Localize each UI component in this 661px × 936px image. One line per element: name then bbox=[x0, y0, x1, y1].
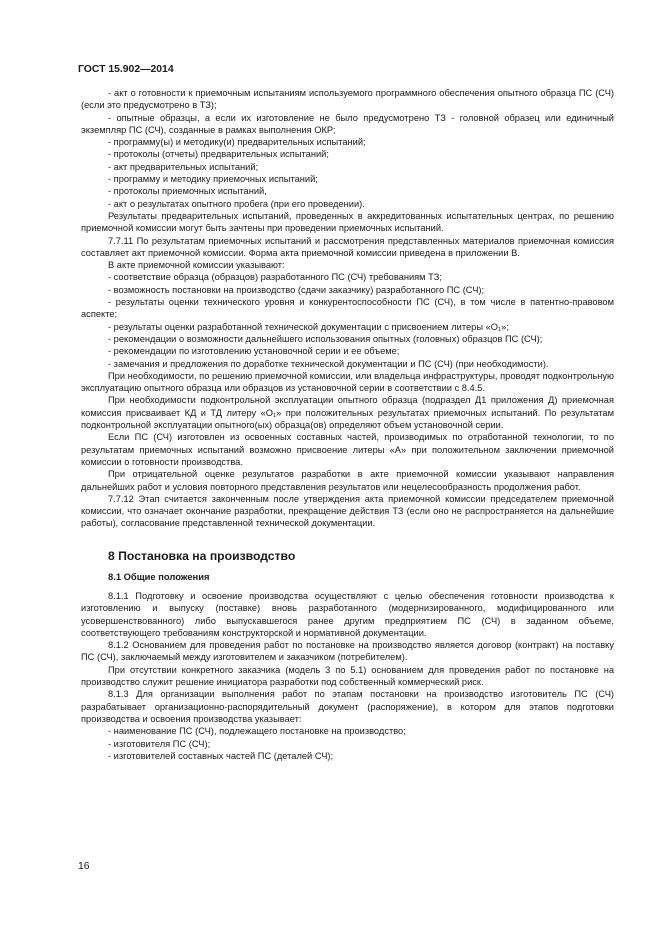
list-item: - возможность постановки на производство (сдачи заказчику) разработанного ПС (СЧ); bbox=[108, 284, 485, 295]
list-item: - программу(ы) и методику(и) предварительных испытаний; bbox=[108, 137, 366, 148]
list-item: - протоколы (отчеты) предварительных испытаний; bbox=[108, 149, 329, 160]
paragraph: Если ПС (СЧ) изготовлен из освоенных составных частей, производимых по отработанной технологии, то по результатам приемочных испытаний возможно присвоение литеры «А» при положительном заключении приемочной комиссии о готовности производства. bbox=[81, 432, 614, 467]
paragraph-8-1-2: 8.1.2 Основанием для проведения работ по постановке на производство является договор (контракт) на поставку ПС (СЧ), заключаемый между изготовителем и заказчиком (потребителем). bbox=[81, 640, 614, 663]
list-item: - наименование ПС (СЧ), подлежащего постановке на производство; bbox=[108, 726, 406, 737]
list-item: - акт о результатах опытного пробега (при его проведении). bbox=[108, 198, 365, 209]
paragraph-7-7-11: 7.7.11 По результатам приемочных испытаний и рассмотрения представленных материалов приемочная комиссия составляет акт приемочной комиссии. Форма акта приемочной комиссии приведена в приложении В. bbox=[81, 235, 614, 258]
paragraph: - опытные образцы, а если их изготовление не было предусмотрено ТЗ - головной образец или единичный экземпляр ПС (СЧ), созданные в рамках выполнения ОКР; bbox=[81, 112, 614, 135]
paragraph: - акт о готовности к приемочным испытаниям используемого программного обеспечения опытного образца ПС (СЧ) (если это предусмотрено в ТЗ); bbox=[81, 88, 614, 111]
list-item: - рекомендации о возможности дальнейшего использования опытных (головных) образцов ПС (СЧ); bbox=[108, 333, 543, 344]
list-item: - результаты оценки разработанной технической документации с присвоением литеры «О₁»; bbox=[108, 321, 509, 332]
list-item: - рекомендации по изготовлению установочной серии и ее объеме; bbox=[108, 346, 400, 357]
paragraph: В акте приемочной комиссии указывают: bbox=[108, 260, 285, 271]
subsection-heading: 8.1 Общие положения bbox=[108, 570, 210, 582]
list-item: - замечания и предложения по доработке технической документации и ПС (СЧ) (при необходимости). bbox=[108, 358, 549, 369]
paragraph-8-1-3: 8.1.3 Для организации выполнения работ по этапам постановки на производство изготовитель ПС (СЧ) разрабатывает организационно-распорядительный документ (распоряжение), в котором для этапов подготовки производства и освоения производства указывает: bbox=[81, 689, 614, 724]
paragraph: При отсутствии конкретного заказчика (модель 3 по 5.1) основанием для проведения работ по постановке на производство служит решение инициатора разработки под собственный коммерческий риск. bbox=[81, 664, 614, 688]
list-item: - соответствие образца (образцов) разработанного ПС (СЧ) требованиям ТЗ; bbox=[108, 272, 442, 283]
page-header-doc-id: ГОСТ 15.902—2014 bbox=[78, 64, 174, 75]
page-number: 16 bbox=[78, 861, 90, 872]
list-item: - протоколы приемочных испытаний, bbox=[108, 186, 267, 197]
list-item: - изготовителя ПС (СЧ); bbox=[108, 738, 211, 749]
section-heading: 8 Постановка на производство bbox=[108, 548, 296, 563]
paragraph-7-7-12: 7.7.12 Этап считается законченным после утверждения акта приемочной комиссии председателем приемочной комиссии, что означает окончание разработки, прекращение действия ТЗ (если оно не распространяется на дальнейшие работы), согласование представленной технической документации. bbox=[81, 493, 614, 529]
list-item: - акт предварительных испытаний; bbox=[108, 161, 259, 172]
paragraph: При необходимости, по решению приемочной комиссии, или владельца инфраструктуры, проводят подконтрольную эксплуатацию опытного образца или образцов из установочной серии в соответствии с 8.4.5. bbox=[81, 370, 614, 394]
paragraph: При необходимости подконтрольной эксплуатации опытного образца (подраздел Д1 приложения Д) приемочная комиссия присваивает КД и ТД литеру «О₁» при положительных результатах приемочных испытаний. По результатам подконтрольной эксплуатации опытного(ых) образца(ов) определяют объем установочной серии. bbox=[81, 395, 614, 431]
document-body bbox=[81, 87, 614, 762]
list-item: - программу и методику приемочных испытаний; bbox=[108, 174, 318, 185]
paragraph: Результаты предварительных испытаний, проведенных в аккредитованных испытательных центрах, по решению приемочной комиссии могут быть зачтены при проведении приемочных испытаний. bbox=[81, 210, 614, 234]
list-item: - результаты оценки технического уровня и конкурентоспособности ПС (СЧ), в том числе в патентно-правовом аспекте; bbox=[81, 297, 614, 320]
list-item: - изготовителей составных частей ПС (деталей СЧ); bbox=[108, 750, 334, 761]
paragraph-8-1-1: 8.1.1 Подготовку и освоение производства осуществляют с целью обеспечения готовности производства к изготовлению и выпуску (поставке) вновь разработанного (модернизированного, модифицированного или усовершенствованного) либо выпускавшегося ранее другим предприятием ПС (СЧ) в заданном объеме, соответствующего требованиям конструкторской и нормативной документации. bbox=[81, 590, 614, 638]
paragraph: При отрицательной оценке результатов разработки в акте приемочной комиссии указывают направления дальнейших работ и условия повторного представления результатов или нецелесообразность продолжения работ. bbox=[81, 469, 614, 492]
